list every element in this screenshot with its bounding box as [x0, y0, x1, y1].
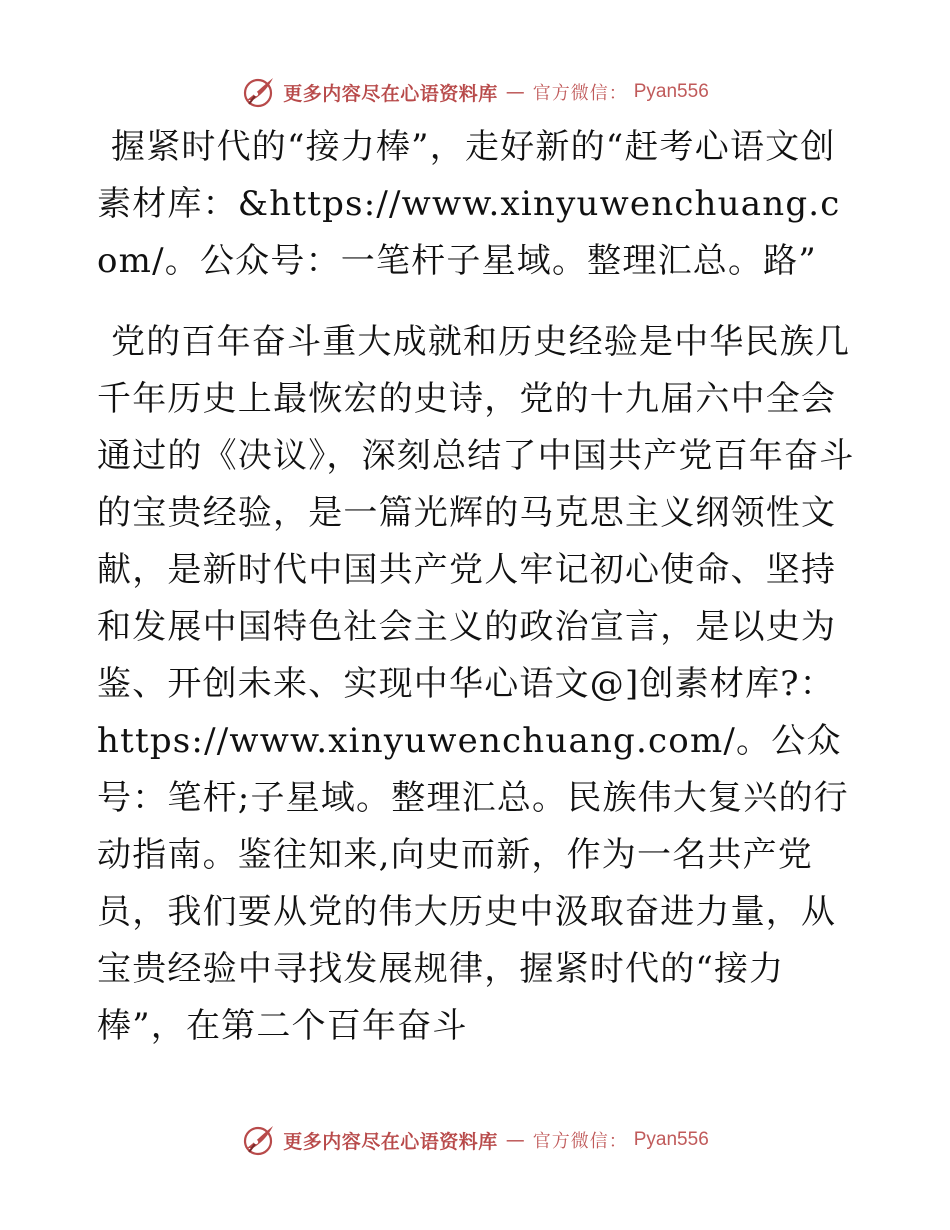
paragraph-1: 握紧时代的“接力棒”，走好新的“赶考心语文创素材库：&https://www.xinyuwenchuang.com/。公众号：一笔杆子星域。整理汇总。路” [97, 127, 841, 281]
wechat-id: Pyan556 [633, 1129, 709, 1150]
brand-text: 更多内容尽在心语资料库 [283, 82, 498, 105]
quill-pen-logo-icon [241, 1122, 277, 1158]
banner-dash: — [505, 81, 525, 103]
header-banner [0, 72, 950, 112]
paragraph-2-container [97, 314, 857, 1055]
wechat-id: Pyan556 [633, 81, 709, 102]
quill-pen-logo-icon [241, 74, 277, 110]
paragraph-1-container [97, 119, 857, 290]
wechat-label: 官方微信： [532, 83, 628, 104]
brand-text: 更多内容尽在心语资料库 [283, 1130, 498, 1153]
footer-banner [0, 1120, 950, 1160]
wechat-label: 官方微信： [532, 1131, 628, 1152]
paragraph-2: 党的百年奋斗重大成就和历史经验是中华民族几千年历史上最恢宏的史诗，党的十九届六中全会通过的《决议》，深刻总结了中国共产党百年奋斗的宝贵经验，是一篇光辉的马克思主义纲领性文献，是新时代中国共产党人牢记初心使命、坚持和发展中国特色社会主义的政治宣言，是以史为鉴、开创未来、实现中华心语文@]创素材库?：https://www.xinyuwenchuang.com/。公众号：笔杆;子星域。整理汇总。民族伟大复兴的行动指南。鉴往知来,向史而新，作为一名共产党员，我们要从党的伟大历史中汲取奋进力量，从宝贵经验中寻找发展规律，握紧时代的“接力棒”，在第二个百年奋斗 [97, 322, 855, 1046]
banner-dash: — [505, 1129, 525, 1151]
